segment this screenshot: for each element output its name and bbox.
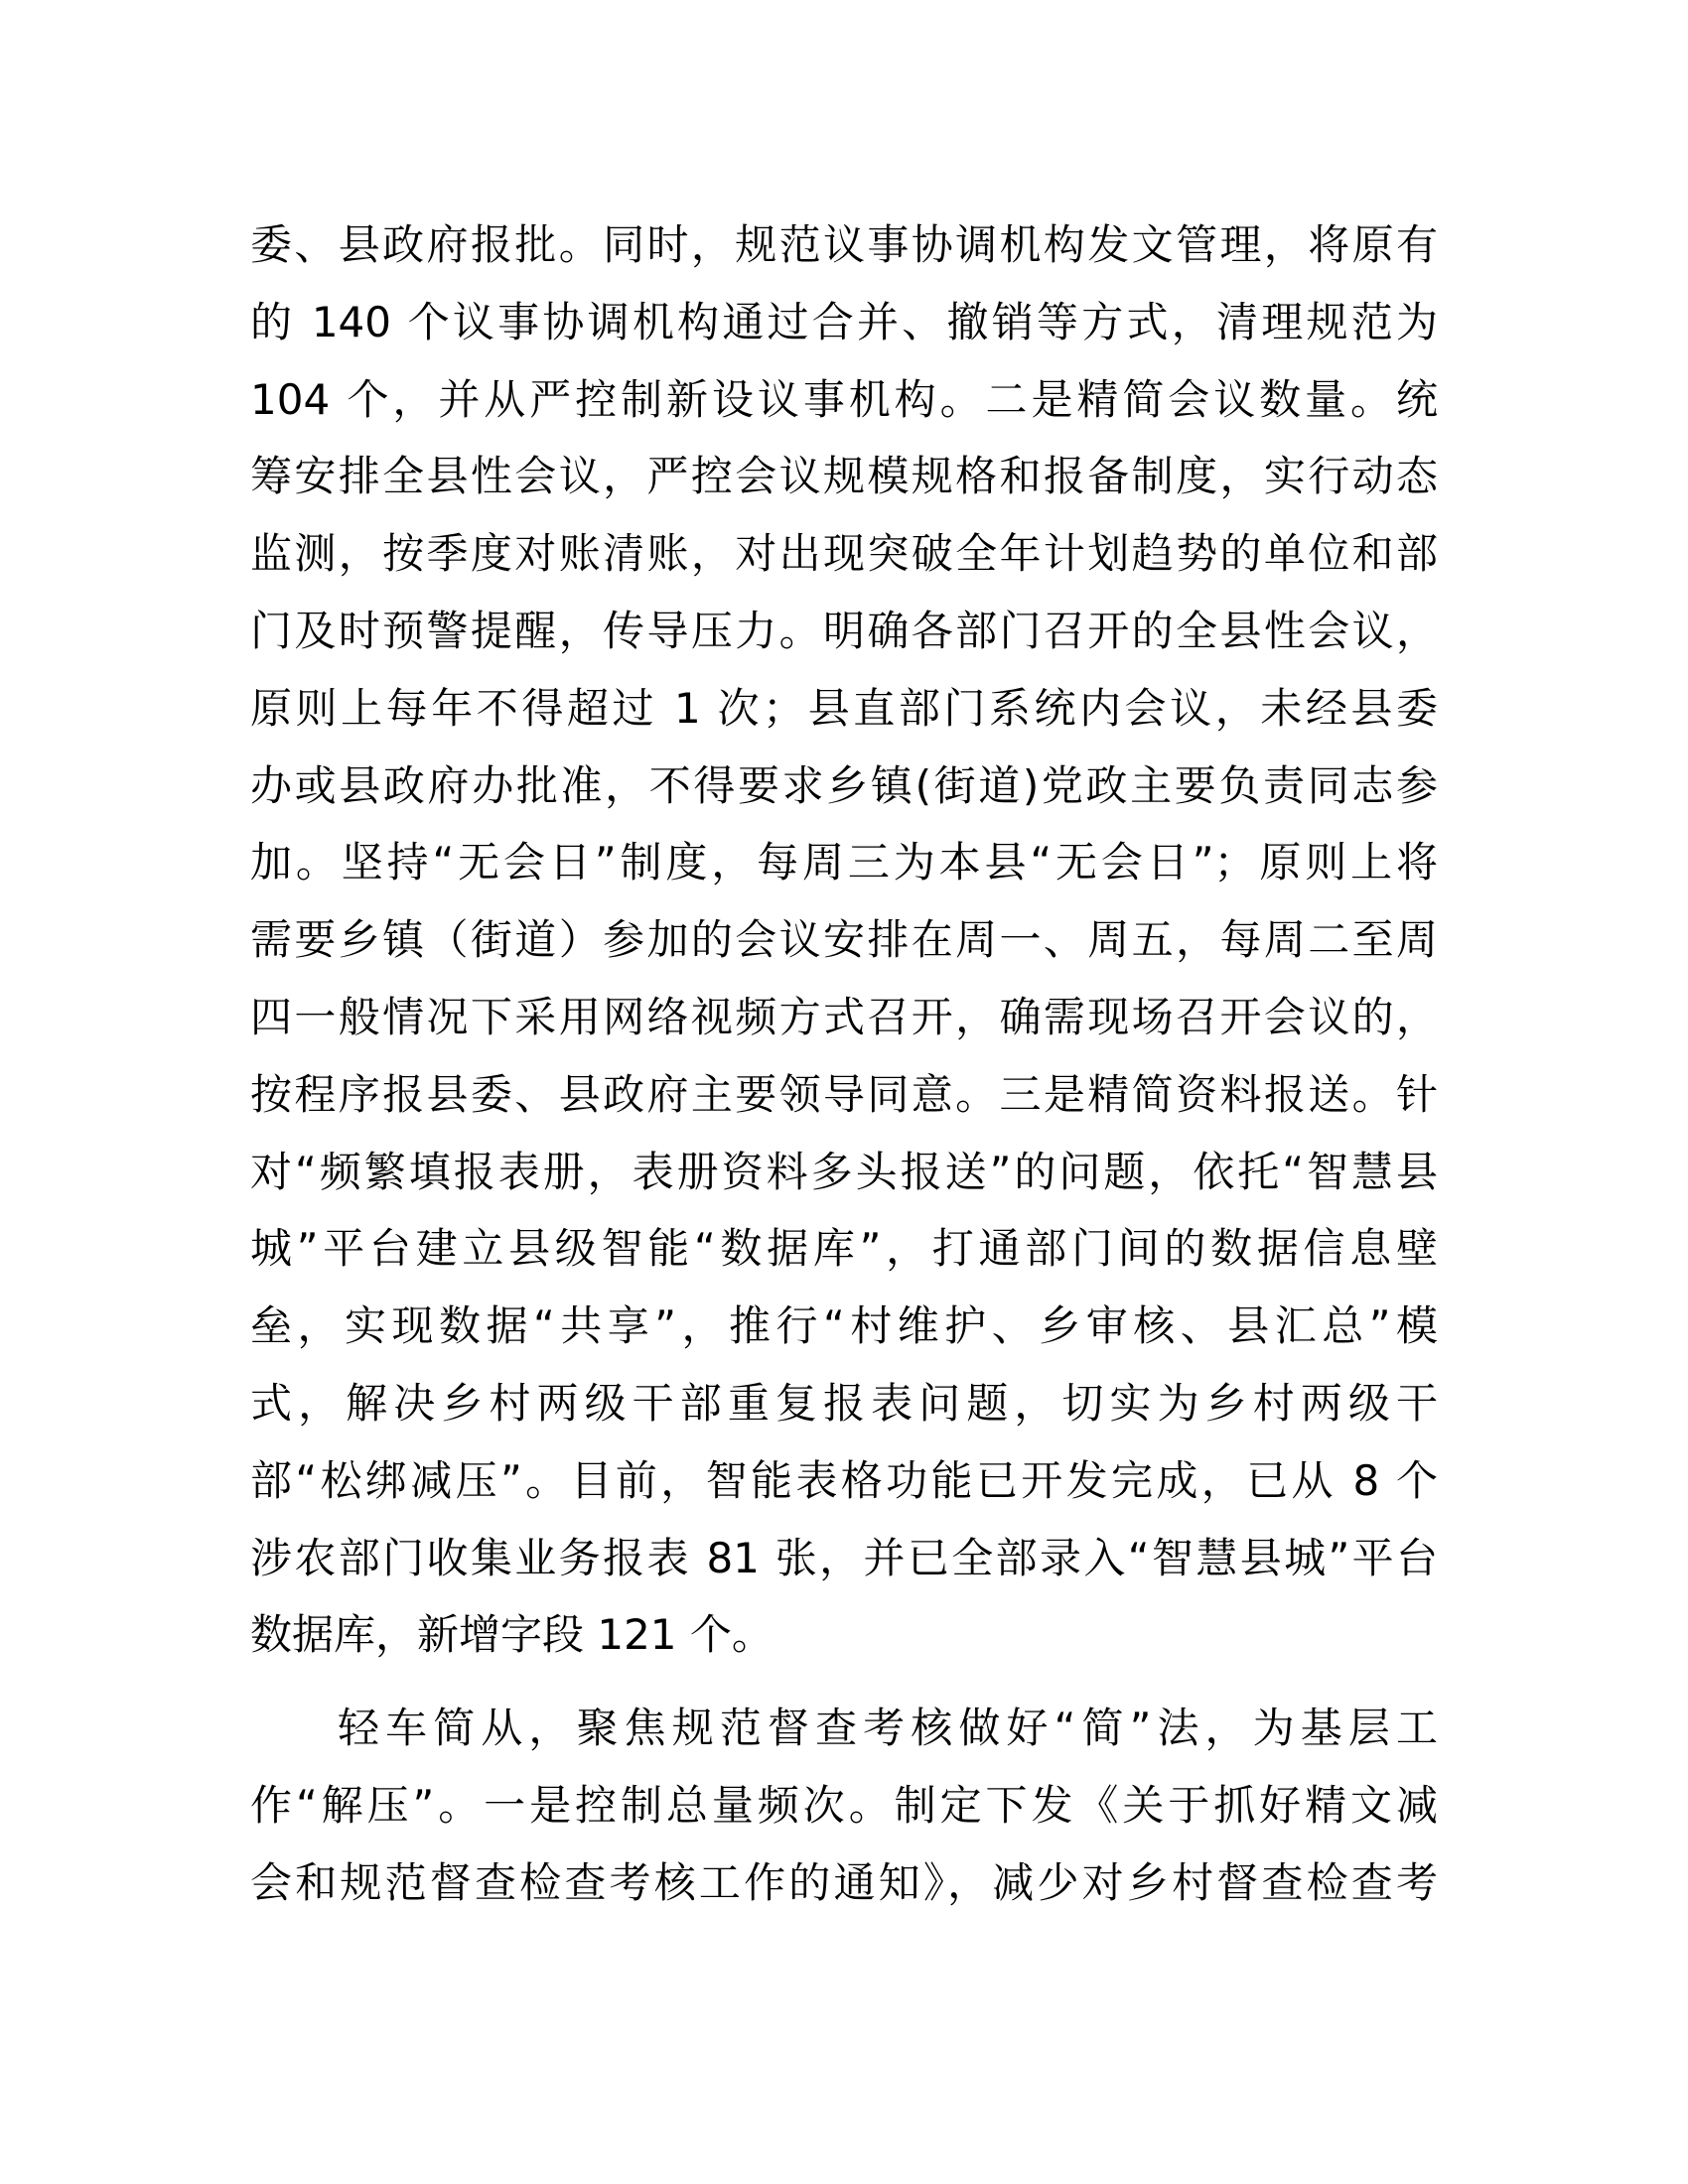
paragraph-1-line-19: 数据库，新增字段 121 个。 <box>250 1610 774 1659</box>
paragraph-1-line-7: 原则上每年不得超过 1 次；县直部门系统内会议，未经县委 <box>250 684 1438 733</box>
paragraph-1-line-3: 104 个，并从严控制新设议事机构。二是精简会议数量。统 <box>250 375 1438 424</box>
paragraph-2-line-1: 轻车简从，聚焦规范督查考核做好“简”法，为基层工 <box>338 1704 1438 1752</box>
paragraph-1-line-16: 式，解决乡村两级干部重复报表问题，切实为乡村两级干 <box>250 1379 1438 1428</box>
paragraph-1-line-13: 对“频繁填报表册，表册资料多头报送”的问题，依托“智慧县 <box>250 1148 1438 1196</box>
paragraph-1-line-11: 四一般情况下采用网络视频方式召开，确需现场召开会议的， <box>250 993 1438 1041</box>
paragraph-1-line-9: 加。坚持“无会日”制度，每周三为本县“无会日”；原则上将 <box>250 838 1438 887</box>
paragraph-1-line-14: 城”平台建立县级智能“数据库”，打通部门间的数据信息壁 <box>250 1224 1438 1273</box>
paragraph-2-line-3: 会和规范督查检查考核工作的通知》，减少对乡村督查检查考 <box>250 1858 1438 1907</box>
paragraph-1-line-17: 部“松绑减压”。目前，智能表格功能已开发完成，已从 8 个 <box>250 1456 1438 1505</box>
paragraph-1-line-12: 按程序报县委、县政府主要领导同意。三是精简资料报送。针 <box>250 1070 1438 1119</box>
paragraph-2-line-2: 作“解压”。一是控制总量频次。制定下发《关于抓好精文减 <box>250 1781 1438 1830</box>
paragraph-1-line-4: 筹安排全县性会议，严控会议规模规格和报备制度，实行动态 <box>250 452 1438 500</box>
paragraph-1-line-10: 需要乡镇（街道）参加的会议安排在周一、周五，每周二至周 <box>250 915 1438 964</box>
paragraph-1-line-2: 的 140 个议事协调机构通过合并、撤销等方式，清理规范为 <box>250 298 1438 346</box>
paragraph-1-line-1: 委、县政府报批。同时，规范议事协调机构发文管理，将原有 <box>250 220 1438 269</box>
paragraph-1-line-15: 垒，实现数据“共享”，推行“村维护、乡审核、县汇总”模 <box>250 1301 1438 1350</box>
paragraph-1-line-5: 监测，按季度对账清账，对出现突破全年计划趋势的单位和部 <box>250 529 1438 578</box>
paragraph-1-line-8: 办或县政府办批准，不得要求乡镇(街道)党政主要负责同志参 <box>250 761 1438 810</box>
paragraph-1-line-6: 门及时预警提醒，传导压力。明确各部门召开的全县性会议， <box>250 607 1438 655</box>
paragraph-1-line-18: 涉农部门收集业务报表 81 张，并已全部录入“智慧县城”平台 <box>250 1534 1438 1582</box>
